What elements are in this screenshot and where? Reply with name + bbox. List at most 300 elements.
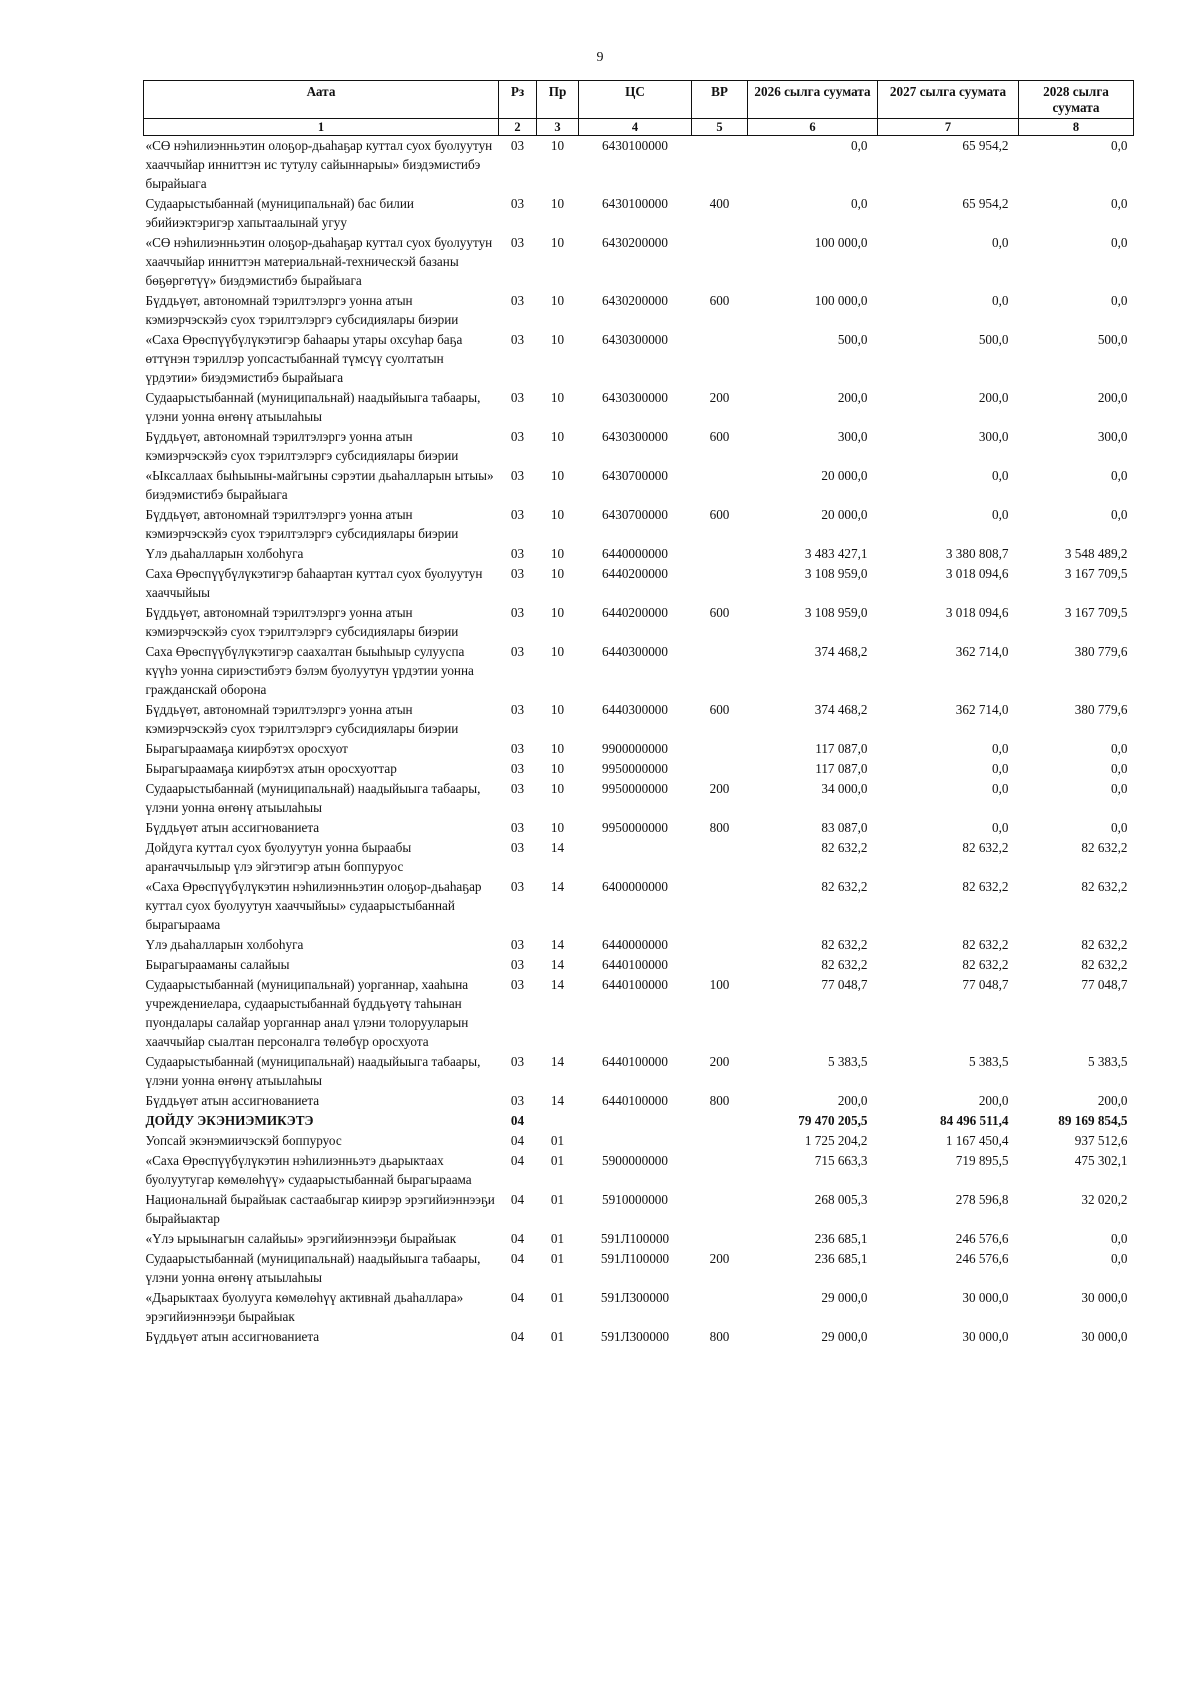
row-vr: 600 <box>709 293 730 308</box>
row-rz: 03 <box>510 1093 525 1108</box>
row-amount-2027: 3 018 094,6 <box>945 605 1009 620</box>
table-row <box>144 759 1134 779</box>
row-rz: 03 <box>510 937 525 952</box>
row-amount-2028: 380 779,6 <box>1074 644 1128 659</box>
row-pr: 10 <box>550 293 565 308</box>
row-rz: 03 <box>510 741 525 756</box>
row-pr: 14 <box>550 977 565 992</box>
row-amount-2026: 20 000,0 <box>821 507 868 522</box>
row-rz: 03 <box>510 781 525 796</box>
row-vr <box>692 1131 748 1151</box>
row-amount-2027: 719 895,5 <box>955 1153 1009 1168</box>
row-amount-2027: 1 167 450,4 <box>945 1133 1009 1148</box>
row-name: Судаарыстыбаннай (муниципальнай) наадыйыыга табаары, үлэни уонна өҥөнү атыылаһыы <box>145 1054 481 1088</box>
row-vr <box>692 1229 748 1249</box>
row-cs <box>579 838 692 877</box>
row-amount-2026: 100 000,0 <box>814 293 868 308</box>
table-row <box>144 505 1134 544</box>
row-cs: 6440000000 <box>602 937 668 952</box>
row-amount-2028: 380 779,6 <box>1074 702 1128 717</box>
row-amount-2026: 29 000,0 <box>821 1290 868 1305</box>
row-pr: 10 <box>550 196 565 211</box>
row-rz: 03 <box>510 138 525 153</box>
row-amount-2026: 100 000,0 <box>814 235 868 250</box>
row-amount-2028: 82 632,2 <box>1081 840 1128 855</box>
header-2027: 2027 сылга суумата <box>878 81 1019 119</box>
row-cs: 591Л300000 <box>600 1290 670 1305</box>
row-cs: 6430300000 <box>602 429 668 444</box>
row-amount-2026: 82 632,2 <box>821 840 868 855</box>
row-name: Национальнай бырайыак састаабыгар киирэр эрэгийиэннээҕи бырайыактар <box>145 1192 495 1226</box>
row-vr <box>692 1111 748 1131</box>
row-amount-2026: 236 685,1 <box>814 1251 868 1266</box>
row-amount-2028: 0,0 <box>1111 1251 1128 1266</box>
row-name: ДОЙДУ ЭКЭНИЭМИКЭТЭ <box>145 1113 314 1128</box>
row-pr: 10 <box>550 761 565 776</box>
col-number: 5 <box>692 119 748 136</box>
row-rz: 04 <box>510 1192 525 1207</box>
row-vr <box>692 1151 748 1190</box>
row-name: «Ыксаллаах быһыыны-майгыны сэрэтии дьаһалларын ытыы» биэдэмистибэ бырайыага <box>145 468 494 502</box>
row-name: Дойдуга куттал суох буолуутун уонна быраабы араҥаччылыыр үлэ эйгэтигэр атын боппуруос <box>145 840 412 874</box>
row-name: Бүддьүөт, автономнай тэрилтэлэргэ уонна атын кэмиэрчэскэйэ суох тэрилтэлэргэ субсидиялары биэрии <box>145 507 459 541</box>
row-amount-2027: 0,0 <box>992 781 1009 796</box>
col-number: 2 <box>499 119 537 136</box>
row-amount-2027: 0,0 <box>992 507 1009 522</box>
table-row <box>144 642 1134 700</box>
row-pr: 14 <box>550 1054 565 1069</box>
row-amount-2028: 0,0 <box>1111 741 1128 756</box>
row-name: Судаарыстыбаннай (муниципальнай) наадыйыыга табаары, үлэни уонна өҥөнү атыылаһыы <box>145 1251 481 1285</box>
table-row <box>144 291 1134 330</box>
row-amount-2026: 82 632,2 <box>821 957 868 972</box>
row-cs: 9900000000 <box>602 741 668 756</box>
row-amount-2026: 268 005,3 <box>814 1192 868 1207</box>
row-vr: 100 <box>709 977 730 992</box>
row-amount-2028: 0,0 <box>1111 1231 1128 1246</box>
row-amount-2027: 0,0 <box>992 468 1009 483</box>
row-cs: 6440200000 <box>602 566 668 581</box>
column-number-row <box>144 119 1134 136</box>
row-amount-2027: 82 632,2 <box>962 937 1009 952</box>
row-pr: 10 <box>550 138 565 153</box>
row-rz: 04 <box>510 1251 525 1266</box>
row-amount-2028: 0,0 <box>1111 235 1128 250</box>
row-cs: 9950000000 <box>602 820 668 835</box>
row-cs: 6430100000 <box>602 196 668 211</box>
row-amount-2027: 0,0 <box>992 820 1009 835</box>
row-rz: 03 <box>510 429 525 444</box>
row-amount-2026: 200,0 <box>837 1093 868 1108</box>
row-cs: 6430300000 <box>602 390 668 405</box>
row-amount-2026: 374 468,2 <box>814 644 868 659</box>
row-vr: 600 <box>709 429 730 444</box>
row-name: Үлэ дьаһалларын холбоһуга <box>145 937 304 952</box>
row-name: Бүддьүөт, автономнай тэрилтэлэргэ уонна атын кэмиэрчэскэйэ суох тэрилтэлэргэ субсидиялары биэрии <box>145 605 459 639</box>
row-amount-2027: 500,0 <box>978 332 1009 347</box>
row-pr: 01 <box>550 1251 565 1266</box>
row-amount-2028: 3 548 489,2 <box>1064 546 1128 561</box>
row-rz: 04 <box>510 1329 525 1344</box>
row-amount-2027: 82 632,2 <box>962 957 1009 972</box>
row-rz: 03 <box>510 977 525 992</box>
row-rz: 04 <box>510 1231 525 1246</box>
table-row <box>144 1249 1134 1288</box>
row-amount-2026: 374 468,2 <box>814 702 868 717</box>
row-rz: 03 <box>510 820 525 835</box>
row-cs: 9950000000 <box>602 781 668 796</box>
row-rz: 03 <box>510 879 525 894</box>
row-name: Уопсай экэнэмиичэскэй боппуруос <box>145 1133 342 1148</box>
table-row <box>144 564 1134 603</box>
row-vr: 600 <box>709 605 730 620</box>
table-row <box>144 1288 1134 1327</box>
col-number: 7 <box>878 119 1019 136</box>
row-pr: 10 <box>550 781 565 796</box>
row-vr: 600 <box>709 507 730 522</box>
row-amount-2027: 30 000,0 <box>962 1329 1009 1344</box>
row-rz: 04 <box>510 1133 525 1148</box>
row-pr: 10 <box>550 644 565 659</box>
row-cs: 6440200000 <box>602 605 668 620</box>
row-amount-2026: 3 483 427,1 <box>804 546 868 561</box>
row-amount-2026: 0,0 <box>851 196 868 211</box>
row-amount-2027: 3 018 094,6 <box>945 566 1009 581</box>
row-amount-2028: 200,0 <box>1097 390 1128 405</box>
row-amount-2027: 200,0 <box>978 390 1009 405</box>
row-name: Саха Өрөспүүбүлүкэтигэр саахалтан быыһыыр сулууспа күүһэ уонна сириэстибэтэ бэлэм буолуутун үрдэтии уонна гражданскай оборона <box>145 644 474 697</box>
row-cs: 6440300000 <box>602 702 668 717</box>
row-amount-2027: 82 632,2 <box>962 879 1009 894</box>
table-row <box>144 544 1134 564</box>
row-amount-2026: 29 000,0 <box>821 1329 868 1344</box>
table-row <box>144 388 1134 427</box>
row-cs: 6430200000 <box>602 293 668 308</box>
row-cs: 6440300000 <box>602 644 668 659</box>
row-cs: 6440100000 <box>602 1093 668 1108</box>
row-amount-2028: 0,0 <box>1111 196 1128 211</box>
table-row <box>144 194 1134 233</box>
row-vr: 400 <box>709 196 730 211</box>
row-amount-2026: 0,0 <box>851 138 868 153</box>
row-pr: 10 <box>550 390 565 405</box>
row-vr <box>692 233 748 291</box>
table-row <box>144 779 1134 818</box>
row-vr <box>692 739 748 759</box>
row-amount-2026: 82 632,2 <box>821 879 868 894</box>
row-amount-2028: 82 632,2 <box>1081 957 1128 972</box>
row-cs: 6430300000 <box>602 332 668 347</box>
row-amount-2027: 246 576,6 <box>955 1251 1009 1266</box>
row-pr: 10 <box>550 507 565 522</box>
row-vr: 800 <box>709 1093 730 1108</box>
row-amount-2027: 0,0 <box>992 235 1009 250</box>
row-name: «Дьарыктаах буолууга көмөлөһүү активнай дьаһаллара» эрэгийиэннээҕи бырайыак <box>145 1290 464 1324</box>
row-pr: 14 <box>550 879 565 894</box>
row-rz: 03 <box>510 1054 525 1069</box>
row-vr <box>692 642 748 700</box>
header-cs: ЦС <box>579 81 692 119</box>
row-rz: 03 <box>510 468 525 483</box>
row-name: Бүддьүөт, автономнай тэрилтэлэргэ уонна атын кэмиэрчэскэйэ суох тэрилтэлэргэ субсидиялары биэрии <box>145 702 459 736</box>
row-amount-2028: 5 383,5 <box>1087 1054 1128 1069</box>
table-row <box>144 1190 1134 1229</box>
row-cs <box>579 1111 692 1131</box>
row-amount-2026: 3 108 959,0 <box>804 605 868 620</box>
row-amount-2027: 246 576,6 <box>955 1231 1009 1246</box>
row-amount-2028: 82 632,2 <box>1081 937 1128 952</box>
header-rz: Рз <box>499 81 537 119</box>
row-amount-2028: 30 000,0 <box>1081 1290 1128 1305</box>
row-name: Саха Өрөспүүбүлүкэтигэр баһаартан куттал суох буолуутун хааччыйыы <box>145 566 483 600</box>
table-row <box>144 818 1134 838</box>
row-cs: 6430200000 <box>602 235 668 250</box>
table-row <box>144 955 1134 975</box>
table-row <box>144 739 1134 759</box>
row-name: Судаарыстыбаннай (муниципальнай) уорганнар, хааһына учреждениелара, судаарыстыбаннай бүддьүөтү таһынан пуондалары салайар уорганнар анал үлэни толорууларын хааччыйар сыалтан персоналга төлөбүр оросхуота <box>145 977 469 1049</box>
row-amount-2026: 117 087,0 <box>815 761 868 776</box>
col-number: 4 <box>579 119 692 136</box>
row-pr: 10 <box>550 468 565 483</box>
row-pr: 01 <box>550 1153 565 1168</box>
row-pr: 10 <box>550 566 565 581</box>
table-row <box>144 1052 1134 1091</box>
row-cs: 9950000000 <box>602 761 668 776</box>
header-name: Аата <box>144 81 499 119</box>
table-row <box>144 1327 1134 1347</box>
row-rz: 03 <box>510 332 525 347</box>
row-rz: 03 <box>510 644 525 659</box>
row-amount-2028: 0,0 <box>1111 507 1128 522</box>
row-rz: 03 <box>510 605 525 620</box>
row-rz: 03 <box>510 390 525 405</box>
row-amount-2028: 3 167 709,5 <box>1064 605 1128 620</box>
row-cs: 6440000000 <box>602 546 668 561</box>
row-vr: 600 <box>709 702 730 717</box>
row-amount-2027: 362 714,0 <box>955 702 1009 717</box>
row-vr: 200 <box>709 781 730 796</box>
row-name: Бүддьүөт атын ассигнованиета <box>145 820 320 835</box>
row-amount-2026: 715 663,3 <box>814 1153 868 1168</box>
row-amount-2028: 937 512,6 <box>1074 1133 1128 1148</box>
row-amount-2027: 65 954,2 <box>962 138 1009 153</box>
table-row <box>144 1151 1134 1190</box>
row-pr: 14 <box>550 1093 565 1108</box>
row-pr: 10 <box>550 820 565 835</box>
row-amount-2026: 1 725 204,2 <box>804 1133 868 1148</box>
table-row <box>144 233 1134 291</box>
row-pr: 10 <box>550 741 565 756</box>
row-name: «СӨ нэһилиэнньэтин олоҕор-дьаһаҕар куттал суох буолуутун хааччыйар инниттэн ис тутулу сайыннарыы» биэдэмистибэ бырайыага <box>145 138 493 191</box>
table-row <box>144 466 1134 505</box>
row-amount-2026: 82 632,2 <box>821 937 868 952</box>
row-name: Судаарыстыбаннай (муниципальнай) наадыйыыга табаары, үлэни уонна өҥөнү атыылаһыы <box>145 390 481 424</box>
row-amount-2027: 0,0 <box>992 761 1009 776</box>
row-amount-2027: 0,0 <box>992 741 1009 756</box>
row-amount-2028: 0,0 <box>1111 293 1128 308</box>
row-rz: 03 <box>510 235 525 250</box>
row-amount-2028: 82 632,2 <box>1081 879 1128 894</box>
row-name: «Саха Өрөспүүбүлүкэтигэр баһаары утары охсуһар баҕа өттүнэн тэриллэр уопсастыбаннай түмсүү суолтатын үрдэтии» биэдэмистибэ бырайыага <box>145 332 463 385</box>
row-rz: 03 <box>510 507 525 522</box>
col-number: 1 <box>144 119 499 136</box>
row-amount-2026: 236 685,1 <box>814 1231 868 1246</box>
table-row <box>144 700 1134 739</box>
row-vr <box>692 466 748 505</box>
row-cs: 6440100000 <box>602 1054 668 1069</box>
col-number: 3 <box>537 119 579 136</box>
row-vr <box>692 935 748 955</box>
table-row <box>144 975 1134 1052</box>
row-amount-2028: 0,0 <box>1111 138 1128 153</box>
budget-table <box>143 80 1134 1347</box>
row-name: Бүддьүөт, автономнай тэрилтэлэргэ уонна атын кэмиэрчэскэйэ суох тэрилтэлэргэ субсидиялары биэрии <box>145 293 459 327</box>
row-vr: 200 <box>709 1054 730 1069</box>
header-pr: Пр <box>537 81 579 119</box>
row-pr: 10 <box>550 429 565 444</box>
row-vr: 800 <box>709 820 730 835</box>
header-2026: 2026 сылга суумата <box>748 81 878 119</box>
row-name: «Саха Өрөспүүбүлүкэтин нэһилиэнньэтэ дьарыктаах буолуутугар көмөлөһүү» судаарыстыбаннай бырагыраама <box>145 1153 472 1187</box>
row-cs: 6430100000 <box>602 138 668 153</box>
row-vr: 200 <box>709 1251 730 1266</box>
row-cs: 6400000000 <box>602 879 668 894</box>
row-pr: 01 <box>550 1133 565 1148</box>
header-2028: 2028 сылга суумата <box>1019 81 1134 119</box>
row-rz: 04 <box>510 1153 525 1168</box>
row-pr: 01 <box>550 1290 565 1305</box>
row-vr <box>692 955 748 975</box>
row-amount-2027: 0,0 <box>992 293 1009 308</box>
row-rz: 04 <box>510 1290 525 1305</box>
row-name: Үлэ дьаһалларын холбоһуга <box>145 546 304 561</box>
row-pr: 10 <box>550 332 565 347</box>
row-cs: 591Л100000 <box>600 1231 670 1246</box>
row-vr: 200 <box>709 390 730 405</box>
header-row <box>144 81 1134 119</box>
row-name: «СӨ нэһилиэнньэтин олоҕор-дьаһаҕар куттал суох буолуутун хааччыйар инниттэн материальнай-техническэй базаны бөҕөргөтүү» биэдэмистибэ бырайыага <box>145 235 493 288</box>
row-vr <box>692 759 748 779</box>
row-name: «Үлэ ырыынагын салайыы» эрэгийиэннээҕи бырайыак <box>145 1231 457 1246</box>
row-pr: 01 <box>550 1329 565 1344</box>
header-vr: ВР <box>692 81 748 119</box>
row-amount-2026: 117 087,0 <box>815 741 868 756</box>
row-cs: 6440100000 <box>602 977 668 992</box>
row-amount-2028: 0,0 <box>1111 761 1128 776</box>
row-amount-2027: 3 380 808,7 <box>945 546 1009 561</box>
row-vr <box>692 838 748 877</box>
row-amount-2026: 79 470 205,5 <box>798 1113 868 1128</box>
row-pr: 14 <box>550 840 565 855</box>
row-rz: 03 <box>510 702 525 717</box>
row-amount-2028: 89 169 854,5 <box>1058 1113 1128 1128</box>
row-rz: 03 <box>510 761 525 776</box>
row-amount-2028: 77 048,7 <box>1081 977 1128 992</box>
row-cs: 6440100000 <box>602 957 668 972</box>
row-amount-2027: 82 632,2 <box>962 840 1009 855</box>
row-amount-2028: 0,0 <box>1111 468 1128 483</box>
row-pr: 10 <box>550 605 565 620</box>
row-pr: 01 <box>550 1231 565 1246</box>
row-cs: 5900000000 <box>602 1153 668 1168</box>
table-row <box>144 838 1134 877</box>
row-amount-2026: 3 108 959,0 <box>804 566 868 581</box>
col-number: 8 <box>1019 119 1134 136</box>
row-vr <box>692 136 748 195</box>
row-name: Бүддьүөт атын ассигнованиета <box>145 1093 320 1108</box>
row-name: Бүддьүөт атын ассигнованиета <box>145 1329 320 1344</box>
table-body <box>144 136 1134 1348</box>
row-amount-2026: 83 087,0 <box>821 820 868 835</box>
row-name: «Саха Өрөспүүбүлүкэтин нэһилиэнньэтин олоҕор-дьаһаҕар куттал суох буолуутун хааччыйыы» судаарыстыбаннай бырагыраама <box>145 879 482 932</box>
row-rz: 03 <box>510 566 525 581</box>
row-name: Бырагыраамаҕа киирбэтэх атын оросхуоттар <box>145 761 397 776</box>
row-vr: 800 <box>709 1329 730 1344</box>
row-pr: 10 <box>550 702 565 717</box>
row-name: Бырагырааманы салайыы <box>145 957 290 972</box>
col-number: 6 <box>748 119 878 136</box>
table-row <box>144 603 1134 642</box>
row-amount-2028: 200,0 <box>1097 1093 1128 1108</box>
row-pr: 14 <box>550 937 565 952</box>
table-row <box>144 1091 1134 1111</box>
row-amount-2028: 0,0 <box>1111 781 1128 796</box>
row-amount-2028: 3 167 709,5 <box>1064 566 1128 581</box>
row-vr <box>692 564 748 603</box>
row-amount-2026: 77 048,7 <box>821 977 868 992</box>
table-row <box>144 1131 1134 1151</box>
row-amount-2027: 77 048,7 <box>962 977 1009 992</box>
row-amount-2027: 30 000,0 <box>962 1290 1009 1305</box>
row-cs <box>579 1131 692 1151</box>
row-amount-2027: 65 954,2 <box>962 196 1009 211</box>
table-row <box>144 330 1134 388</box>
row-amount-2027: 300,0 <box>978 429 1009 444</box>
row-cs: 591Л300000 <box>600 1329 670 1344</box>
row-amount-2028: 30 000,0 <box>1081 1329 1128 1344</box>
row-pr: 10 <box>550 235 565 250</box>
row-amount-2027: 84 496 511,4 <box>939 1113 1009 1128</box>
row-amount-2026: 500,0 <box>837 332 868 347</box>
row-amount-2027: 5 383,5 <box>968 1054 1009 1069</box>
row-name: Судаарыстыбаннай (муниципальнай) наадыйыыга табаары, үлэни уонна өҥөнү атыылаһыы <box>145 781 481 815</box>
row-amount-2026: 34 000,0 <box>821 781 868 796</box>
table-row <box>144 935 1134 955</box>
row-amount-2027: 200,0 <box>978 1093 1009 1108</box>
row-amount-2026: 300,0 <box>837 429 868 444</box>
row-vr <box>692 877 748 935</box>
row-cs: 6430700000 <box>602 507 668 522</box>
row-amount-2027: 278 596,8 <box>955 1192 1009 1207</box>
row-pr: 14 <box>550 957 565 972</box>
row-rz: 03 <box>510 293 525 308</box>
row-vr <box>692 1288 748 1327</box>
row-vr <box>692 1190 748 1229</box>
row-amount-2028: 0,0 <box>1111 820 1128 835</box>
row-rz: 03 <box>510 546 525 561</box>
row-amount-2026: 200,0 <box>837 390 868 405</box>
row-vr <box>692 544 748 564</box>
row-rz: 03 <box>510 840 525 855</box>
row-rz: 03 <box>510 957 525 972</box>
row-name: Бүддьүөт, автономнай тэрилтэлэргэ уонна атын кэмиэрчэскэйэ суох тэрилтэлэргэ субсидиялары биэрии <box>145 429 459 463</box>
row-pr: 01 <box>550 1192 565 1207</box>
row-cs: 5910000000 <box>602 1192 668 1207</box>
row-cs: 6430700000 <box>602 468 668 483</box>
table-row <box>144 136 1134 195</box>
table-row <box>144 877 1134 935</box>
row-amount-2026: 5 383,5 <box>827 1054 868 1069</box>
